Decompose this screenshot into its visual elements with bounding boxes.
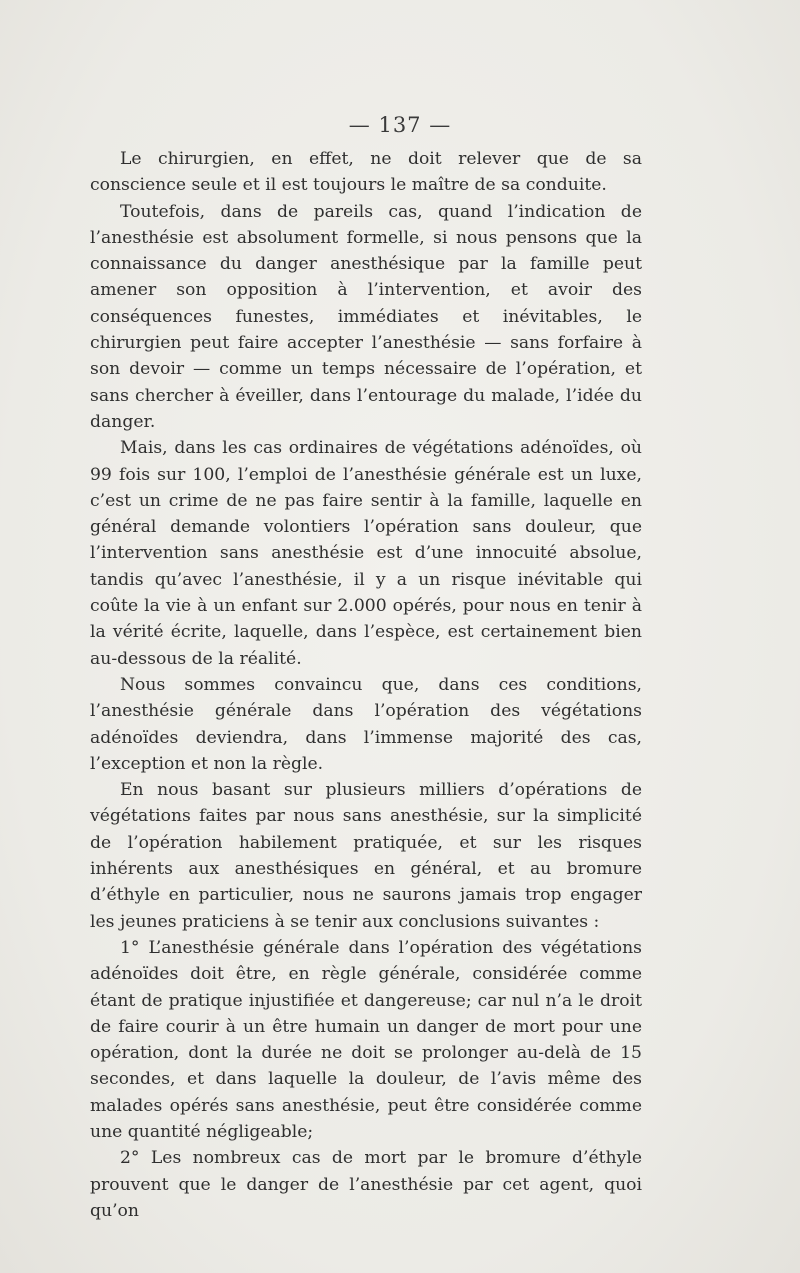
paragraph-7: 2° Les nombreux cas de mort par le bromure d’éthyle prouvent que le danger de l’anesthésie par cet agent, quoi qu’on [90, 1148, 642, 1221]
paragraph-3: Mais, dans les cas ordinaires de végétations adénoïdes, où 99 fois sur 100, l’emploi de l’anesthésie générale est un luxe, c’est un crime de ne pas faire sentir à la famille, laquelle en général demande volontiers l’opération sans douleur, que l’intervention sans anesthésie est d’une innocuité absolue, tandis qu’avec l’anesthésie, il y a un risque inévitable qui coûte la vie à un enfant sur 2.000 opérés, pour nous en tenir à la vérité écrite, laquelle, dans l’espèce, est certainement bien au-dessous de la réalité. [90, 438, 642, 669]
page-number: — 137 — [348, 113, 452, 137]
paragraph-6: 1° L’anesthésie générale dans l’opération des végétations adénoïdes doit être, en règle générale, considérée comme étant de pratique injustifiée et dangereuse; car nul n’a le droit de faire courir à un être humain un danger de mort pour une opération, dont la durée ne doit se prolonger au-delà de 15 secondes, et dans laquelle la douleur, de l’avis même des malades opérés sans anesthésie, peut être considérée comme une quantité négligeable; [90, 937, 642, 1142]
body-text [90, 146, 642, 1224]
paragraph-4: Nous sommes convaincu que, dans ces conditions, l’anesthésie générale dans l’opération des végétations adénoïdes deviendra, dans l’immense majorité des cas, l’exception et non la règle. [90, 674, 642, 774]
paragraph-2: Toutefois, dans de pareils cas, quand l’indication de l’anesthésie est absolument formelle, si nous pensons que la connaissance du danger anesthésique par la famille peut amener son opposition à l’intervention, et avoir des conséquences funestes, immédiates et inévitables, le chirurgien peut faire accepter l’anesthésie — sans forfaire à son devoir — comme un temps nécessaire de l’opération, et sans chercher à éveiller, dans l’entourage du malade, l’idée du danger. [90, 201, 642, 432]
paragraph-5: En nous basant sur plusieurs milliers d’opérations de végétations faites par nous sans anesthésie, sur la simplicité de l’opération habilement pratiquée, et sur les risques inhérents aux anesthésiques en général, et au bromure d’éthyle en particulier, nous ne saurons jamais trop engager les jeunes praticiens à se tenir aux conclusions suivantes : [90, 780, 642, 932]
paragraph-1: Le chirurgien, en effet, ne doit relever que de sa conscience seule et il est toujours le maître de sa conduite. [90, 149, 642, 196]
